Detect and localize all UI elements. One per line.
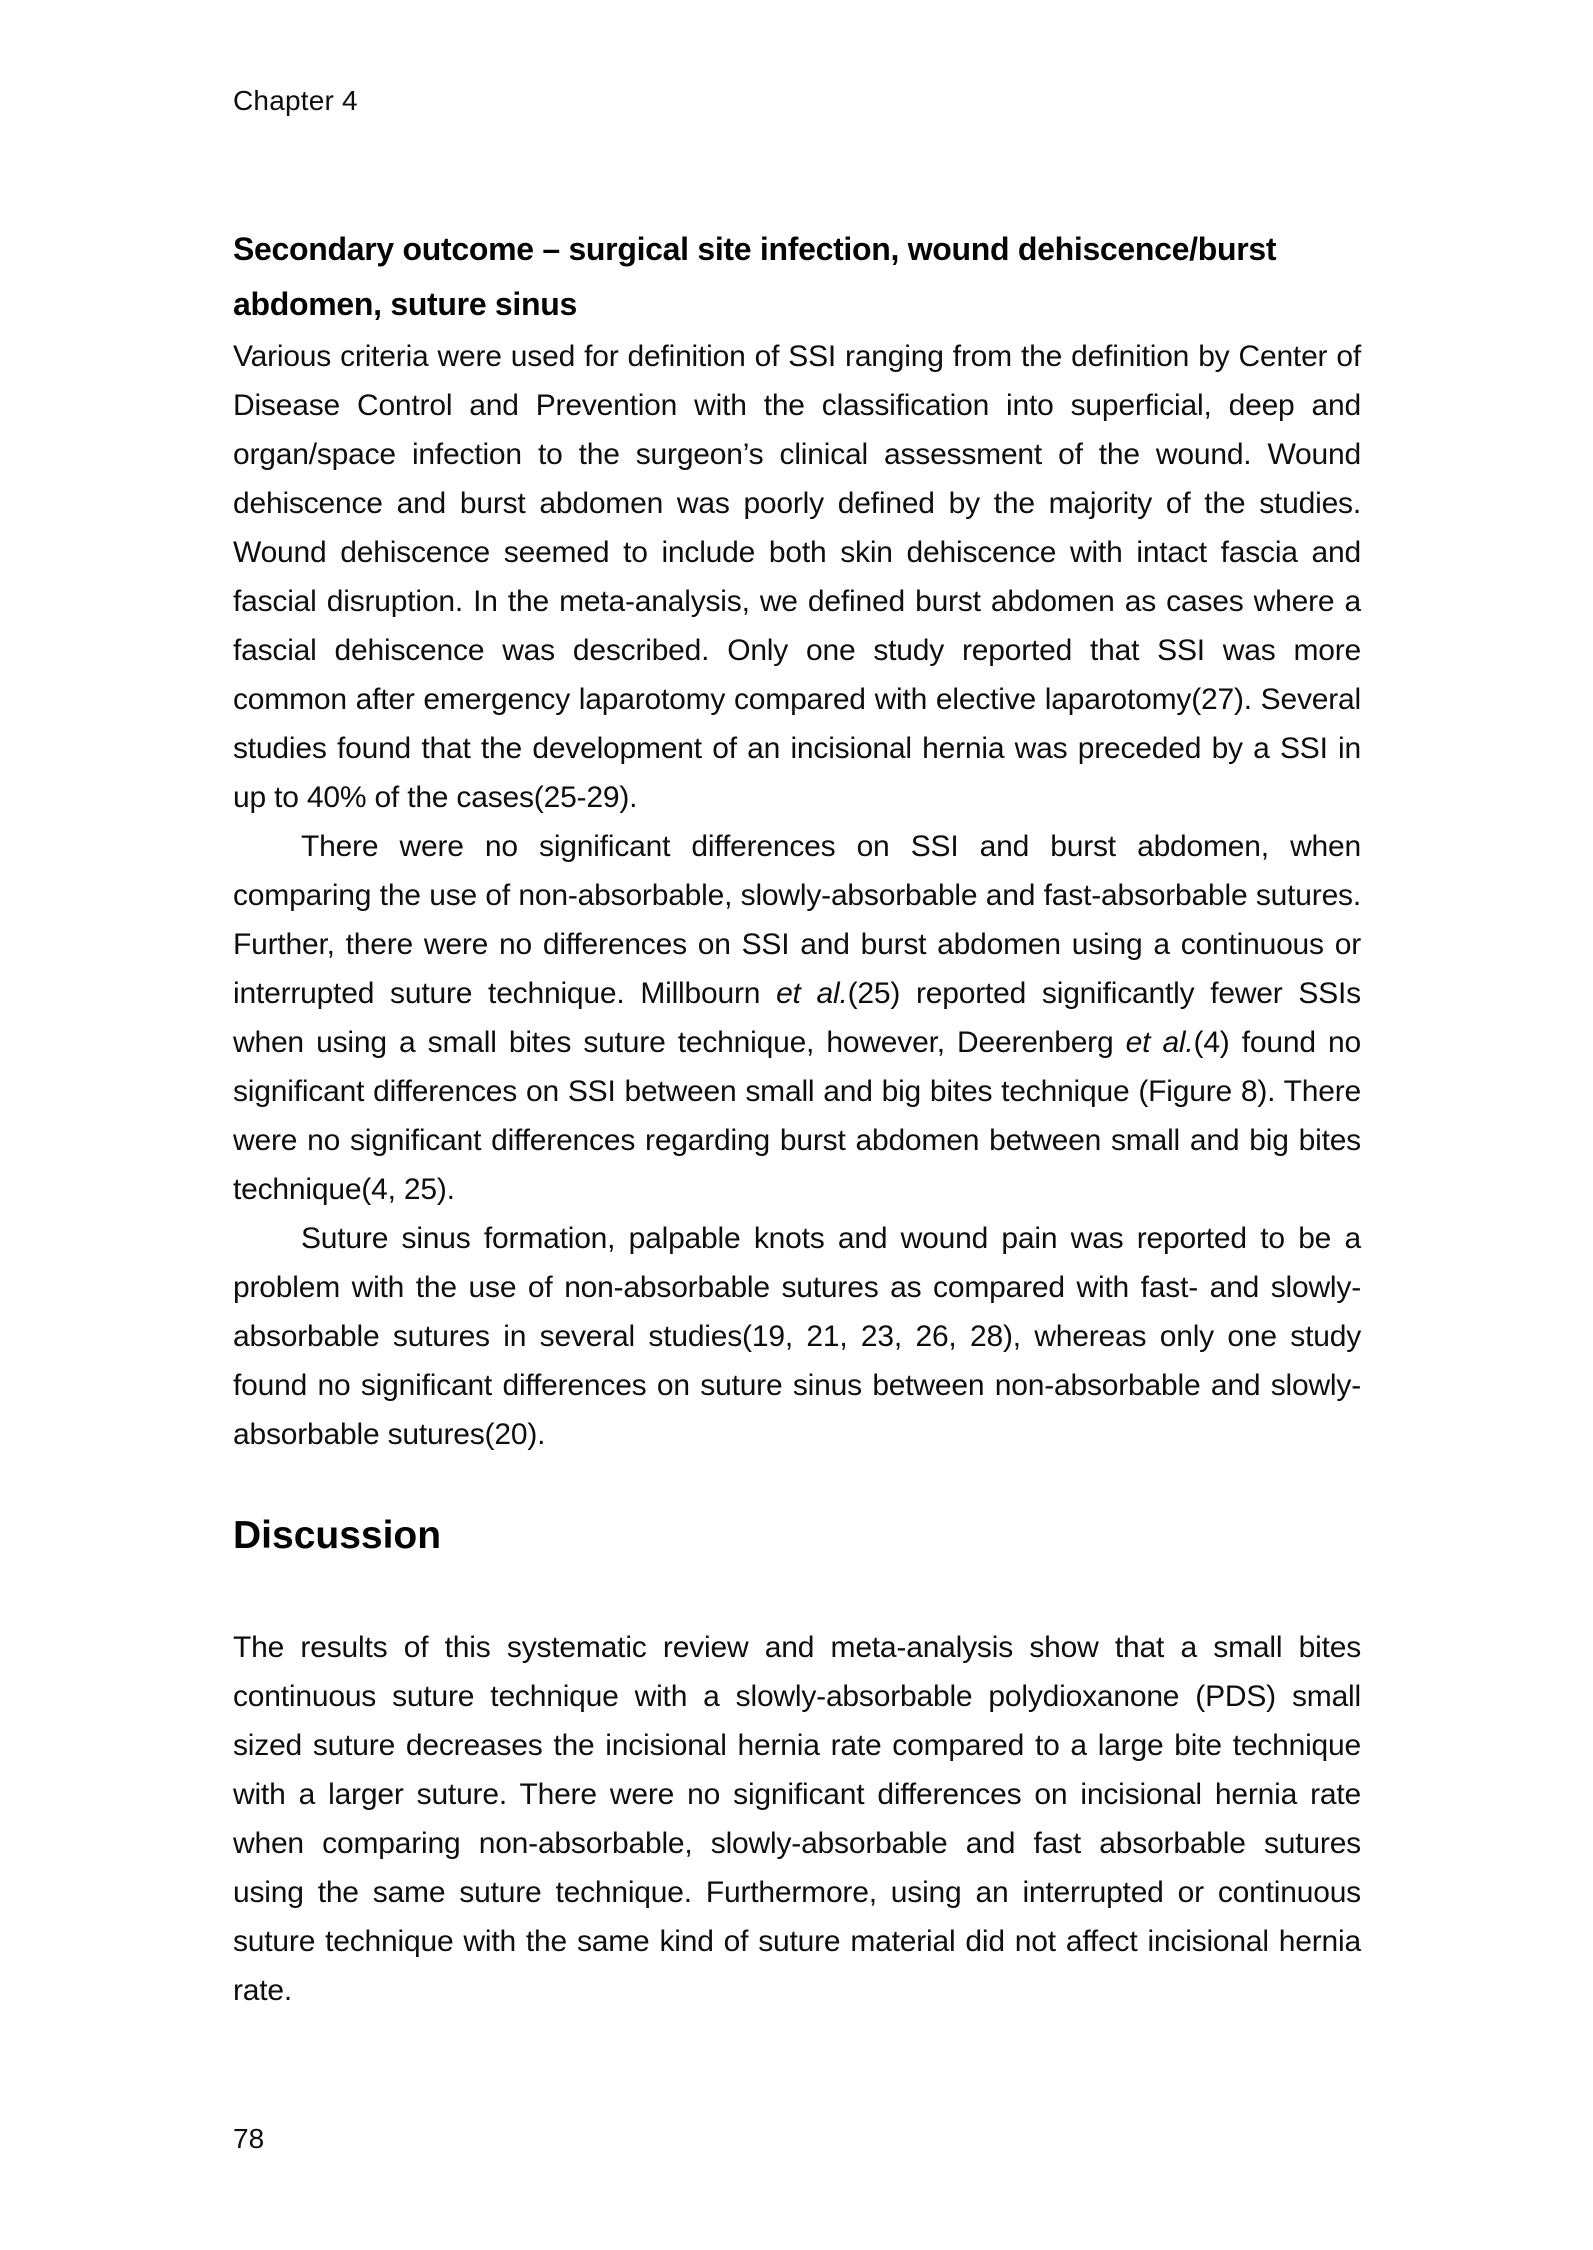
paragraph-discussion-summary: The results of this systematic review and meta-analysis show that a small bites continuous suture technique with a slowly-absorbable polydioxanone (PDS) small sized suture decreases the incisional hernia rate compared to a large bite technique with a larger suture. There were no significant differences on incisional hernia rate when comparing non-absorbable, slowly-absorbable and fast absorbable sutures using the same suture technique. Furthermore, using an interrupted or continuous suture technique with the same kind of suture material did not affect incisional hernia rate. [233,1631,1361,2007]
paragraph-segment: (4) found no significant differences on SSI between small and big bites technique (Figure 8). There were no significant differences regarding burst abdomen between small and big bites technique(4, 25). [233,1026,1361,1206]
paragraph-suture-sinus: Suture sinus formation, palpable knots and wound pain was reported to be a problem with the use of non-absorbable sutures as compared with fast- and slowly-absorbable sutures in several studies(19, 21, 23, 26, 28), whereas only one study found no significant differences on suture sinus between non-absorbable and slowly-absorbable sutures(20). [233,1222,1361,1451]
et-al-italic: et al. [776,977,848,1010]
paragraph-suture-comparisons [233,822,1361,1214]
page-content [233,222,1361,2015]
discussion-body [233,1623,1361,2015]
page-number: 78 [233,2123,265,2154]
paragraph-ssi-definitions: Various criteria were used for definition of SSI ranging from the definition by Center of Disease Control and Prevention with the classification into superficial, deep and organ/space infection to the surgeon’s clinical assessment of the wound. Wound dehiscence and burst abdomen was poorly defined by the majority of the studies. Wound dehiscence seemed to include both skin dehiscence with intact fascia and fascial disruption. In the meta-analysis, we defined burst abdomen as cases where a fascial dehiscence was described. Only one study reported that SSI was more common after emergency laparotomy compared with elective laparotomy(27). Several studies found that the development of an incisional hernia was preceded by a SSI in up to 40% of the cases(25-29). [233,340,1361,814]
et-al-italic: et al. [1125,1026,1194,1059]
section-heading: Secondary outcome – surgical site infection, wound dehiscence/burst abdomen, suture sinus [233,231,1277,322]
discussion-heading: Discussion [233,1514,442,1557]
running-header: Chapter 4 [233,85,358,116]
paragraph-segment: (25) reported significantly fewer SSIs when using a small bites suture technique, however, Deerenberg [233,977,1361,1059]
paragraph-segment: There were no significant differences on SSI and burst abdomen, when comparing the use of non-absorbable, slowly-absorbable and fast-absorbable sutures. Further, there were no differences on SSI and burst abdomen using a continuous or interrupted suture technique. Millbourn [233,830,1361,1010]
section-body [233,332,1361,1459]
